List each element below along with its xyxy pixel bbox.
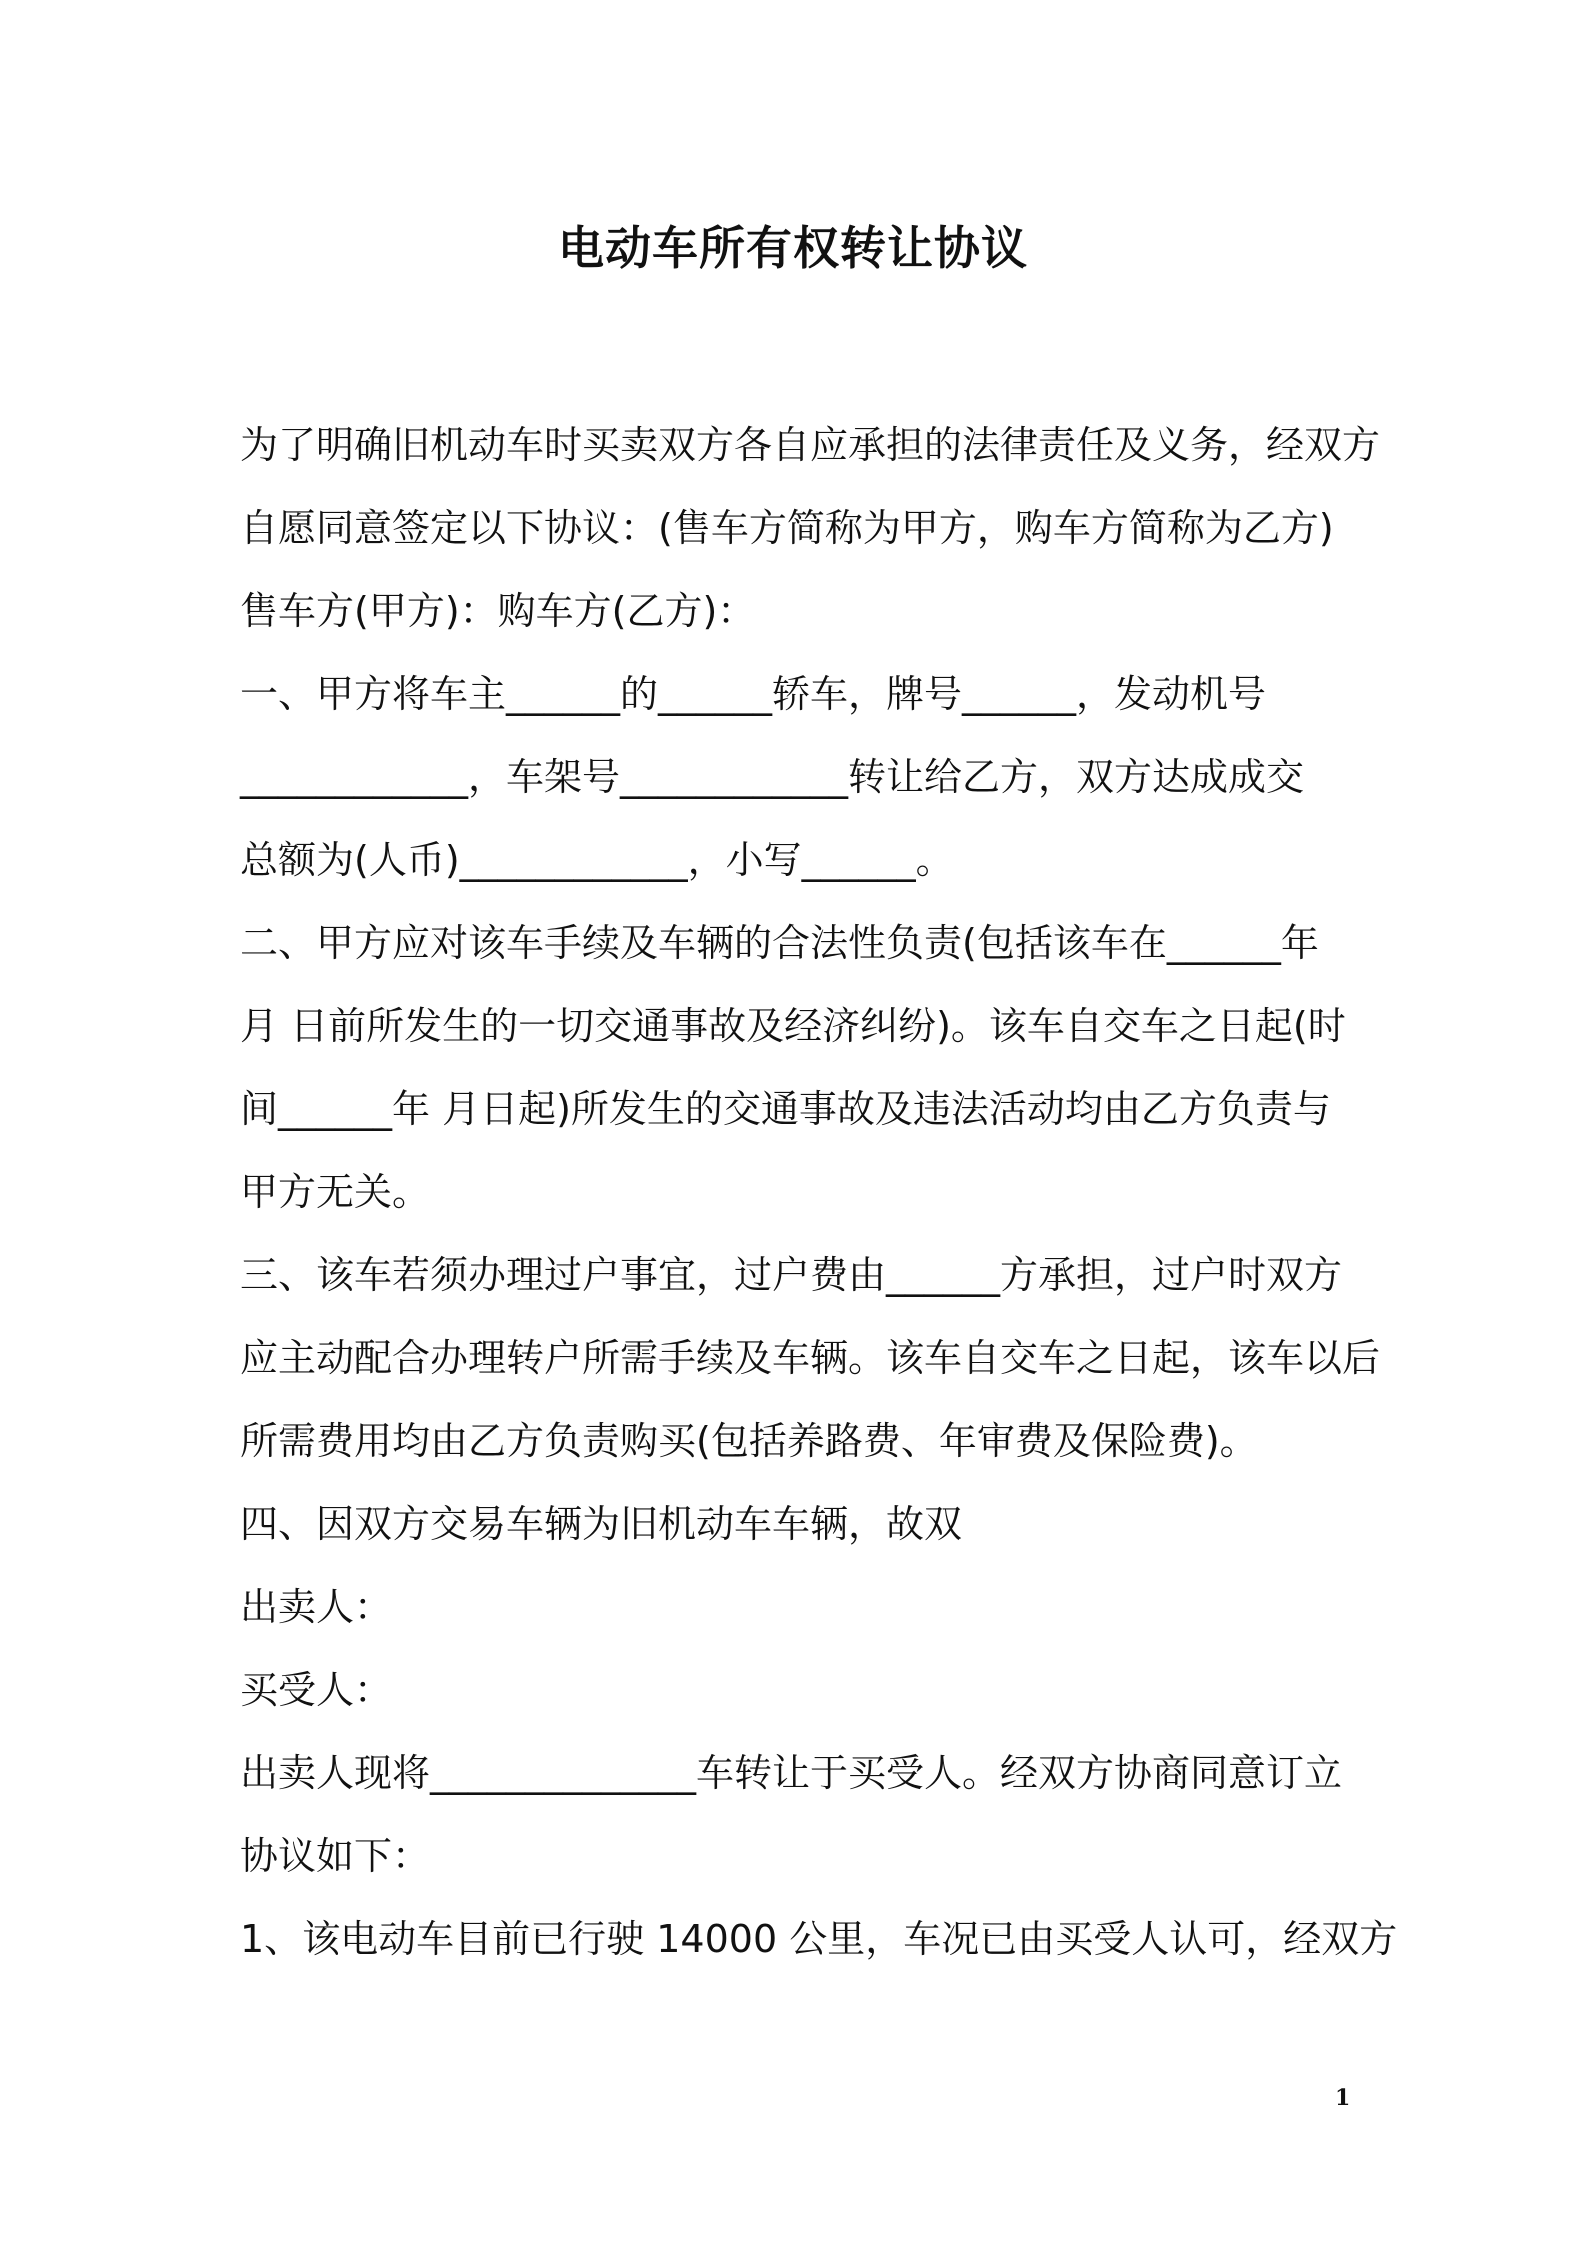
body-line: 间______年 月日起)所发生的交通事故及违法活动均由乙方负责与 [240, 1087, 1331, 1131]
body-line: 为了明确旧机动车时买卖双方各自应承担的法律责任及义务，经双方 [240, 423, 1381, 467]
body-line: 甲方无关。 [240, 1170, 431, 1214]
body-line: 售车方(甲方)：购车方(乙方)： [240, 589, 756, 633]
document-title: 电动车所有权转让协议 [558, 221, 1028, 275]
body-line: 总额为(人币)____________，小写______。 [240, 838, 954, 882]
body-line: 协议如下： [240, 1834, 431, 1878]
body-line: 1、该电动车目前已行驶 14000 公里，车况已由买受人认可，经双方 [240, 1917, 1398, 1961]
page-number: 1 [1335, 2085, 1351, 2111]
body-line: 应主动配合办理转户所需手续及车辆。该车自交车之日起，该车以后 [240, 1336, 1381, 1380]
body-line: 出卖人现将______________车转让于买受人。经双方协商同意订立 [240, 1751, 1343, 1795]
body-line: 出卖人： [240, 1585, 393, 1629]
body-line: 自愿同意签定以下协议：(售车方简称为甲方，购车方简称为乙方) [240, 506, 1334, 550]
body-line: 四、因双方交易车辆为旧机动车车辆，故双 [240, 1502, 963, 1546]
body-line: ____________，车架号____________转让给乙方，双方达成成交 [240, 755, 1305, 799]
body-line: 一、甲方将车主______的______轿车，牌号______，发动机号 [240, 672, 1267, 716]
body-line: 买受人： [240, 1668, 393, 1712]
body-line: 月 日前所发生的一切交通事故及经济纠纷)。该车自交车之日起(时 [240, 1004, 1346, 1048]
body-line: 三、该车若须办理过户事宜，过户费由______方承担，过户时双方 [240, 1253, 1343, 1297]
body-line: 所需费用均由乙方负责购买(包括养路费、年审费及保险费)。 [240, 1419, 1258, 1463]
document-body [240, 404, 1398, 1981]
body-line: 二、甲方应对该车手续及车辆的合法性负责(包括该车在______年 [240, 921, 1319, 965]
